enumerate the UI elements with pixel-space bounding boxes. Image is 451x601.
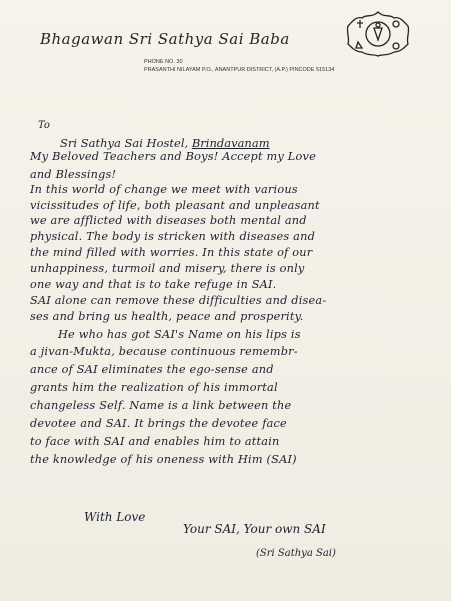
body-line: grants him the realization of his immortal [30,381,278,394]
body-line: the knowledge of his oneness with Him (SAI) [30,453,297,466]
body-line: changeless Self. Name is a link between the [30,399,292,412]
letterhead-address: PRASANTHI NILAYAM P.O., ANANTPUR DISTRICT, (A.P.) PINCODE 515134 [144,67,335,73]
signature: (Sri Sathya Sai) [256,548,336,559]
body-line: vicissitudes of life, both pleasant and unpleasant [30,199,320,212]
letterhead-name: Bhagawan Sri Sathya Sai Baba [40,30,290,48]
body-line: ance of SAI eliminates the ego-sense and [30,363,274,376]
body-line: to face with SAI and enables him to attain [30,435,280,448]
closing-sign: Your SAI, Your own SAI [183,522,326,536]
body-line: ses and bring us health, peace and prosperity. [30,310,304,323]
body-line: and Blessings! [30,168,117,181]
body-line: one way and that is to take refuge in SAI. [30,278,277,291]
body-line: My Beloved Teachers and Boys! Accept my Love [30,150,316,163]
body-line: He who has got SAI's Name on his lips is [58,328,301,341]
body-line: we are afflicted with diseases both mental and [30,214,307,227]
sarva-dharma-emblem-icon [338,8,418,60]
body-line: physical. The body is stricken with diseases and [30,230,316,243]
body-line: devotee and SAI. It brings the devotee face [30,417,287,430]
body-line: In this world of change we meet with various [30,183,298,196]
recipient-name: Sri Sathya Sai Hostel, [60,136,189,150]
closing-love: With Love [84,510,146,524]
recipient [60,136,270,150]
recipient-place: Brindavanam [191,136,270,150]
salutation-to: To [38,120,50,131]
body-line: the mind filled with worries. In this state of our [30,246,313,259]
letterhead-phone: PHONE NO. 30 [144,59,183,65]
body-line: a jivan-Mukta, because continuous remembr- [30,345,298,358]
body-line: unhappiness, turmoil and misery, there is only [30,262,305,275]
body-line: SAI alone can remove these difficulties and disea- [30,294,327,307]
